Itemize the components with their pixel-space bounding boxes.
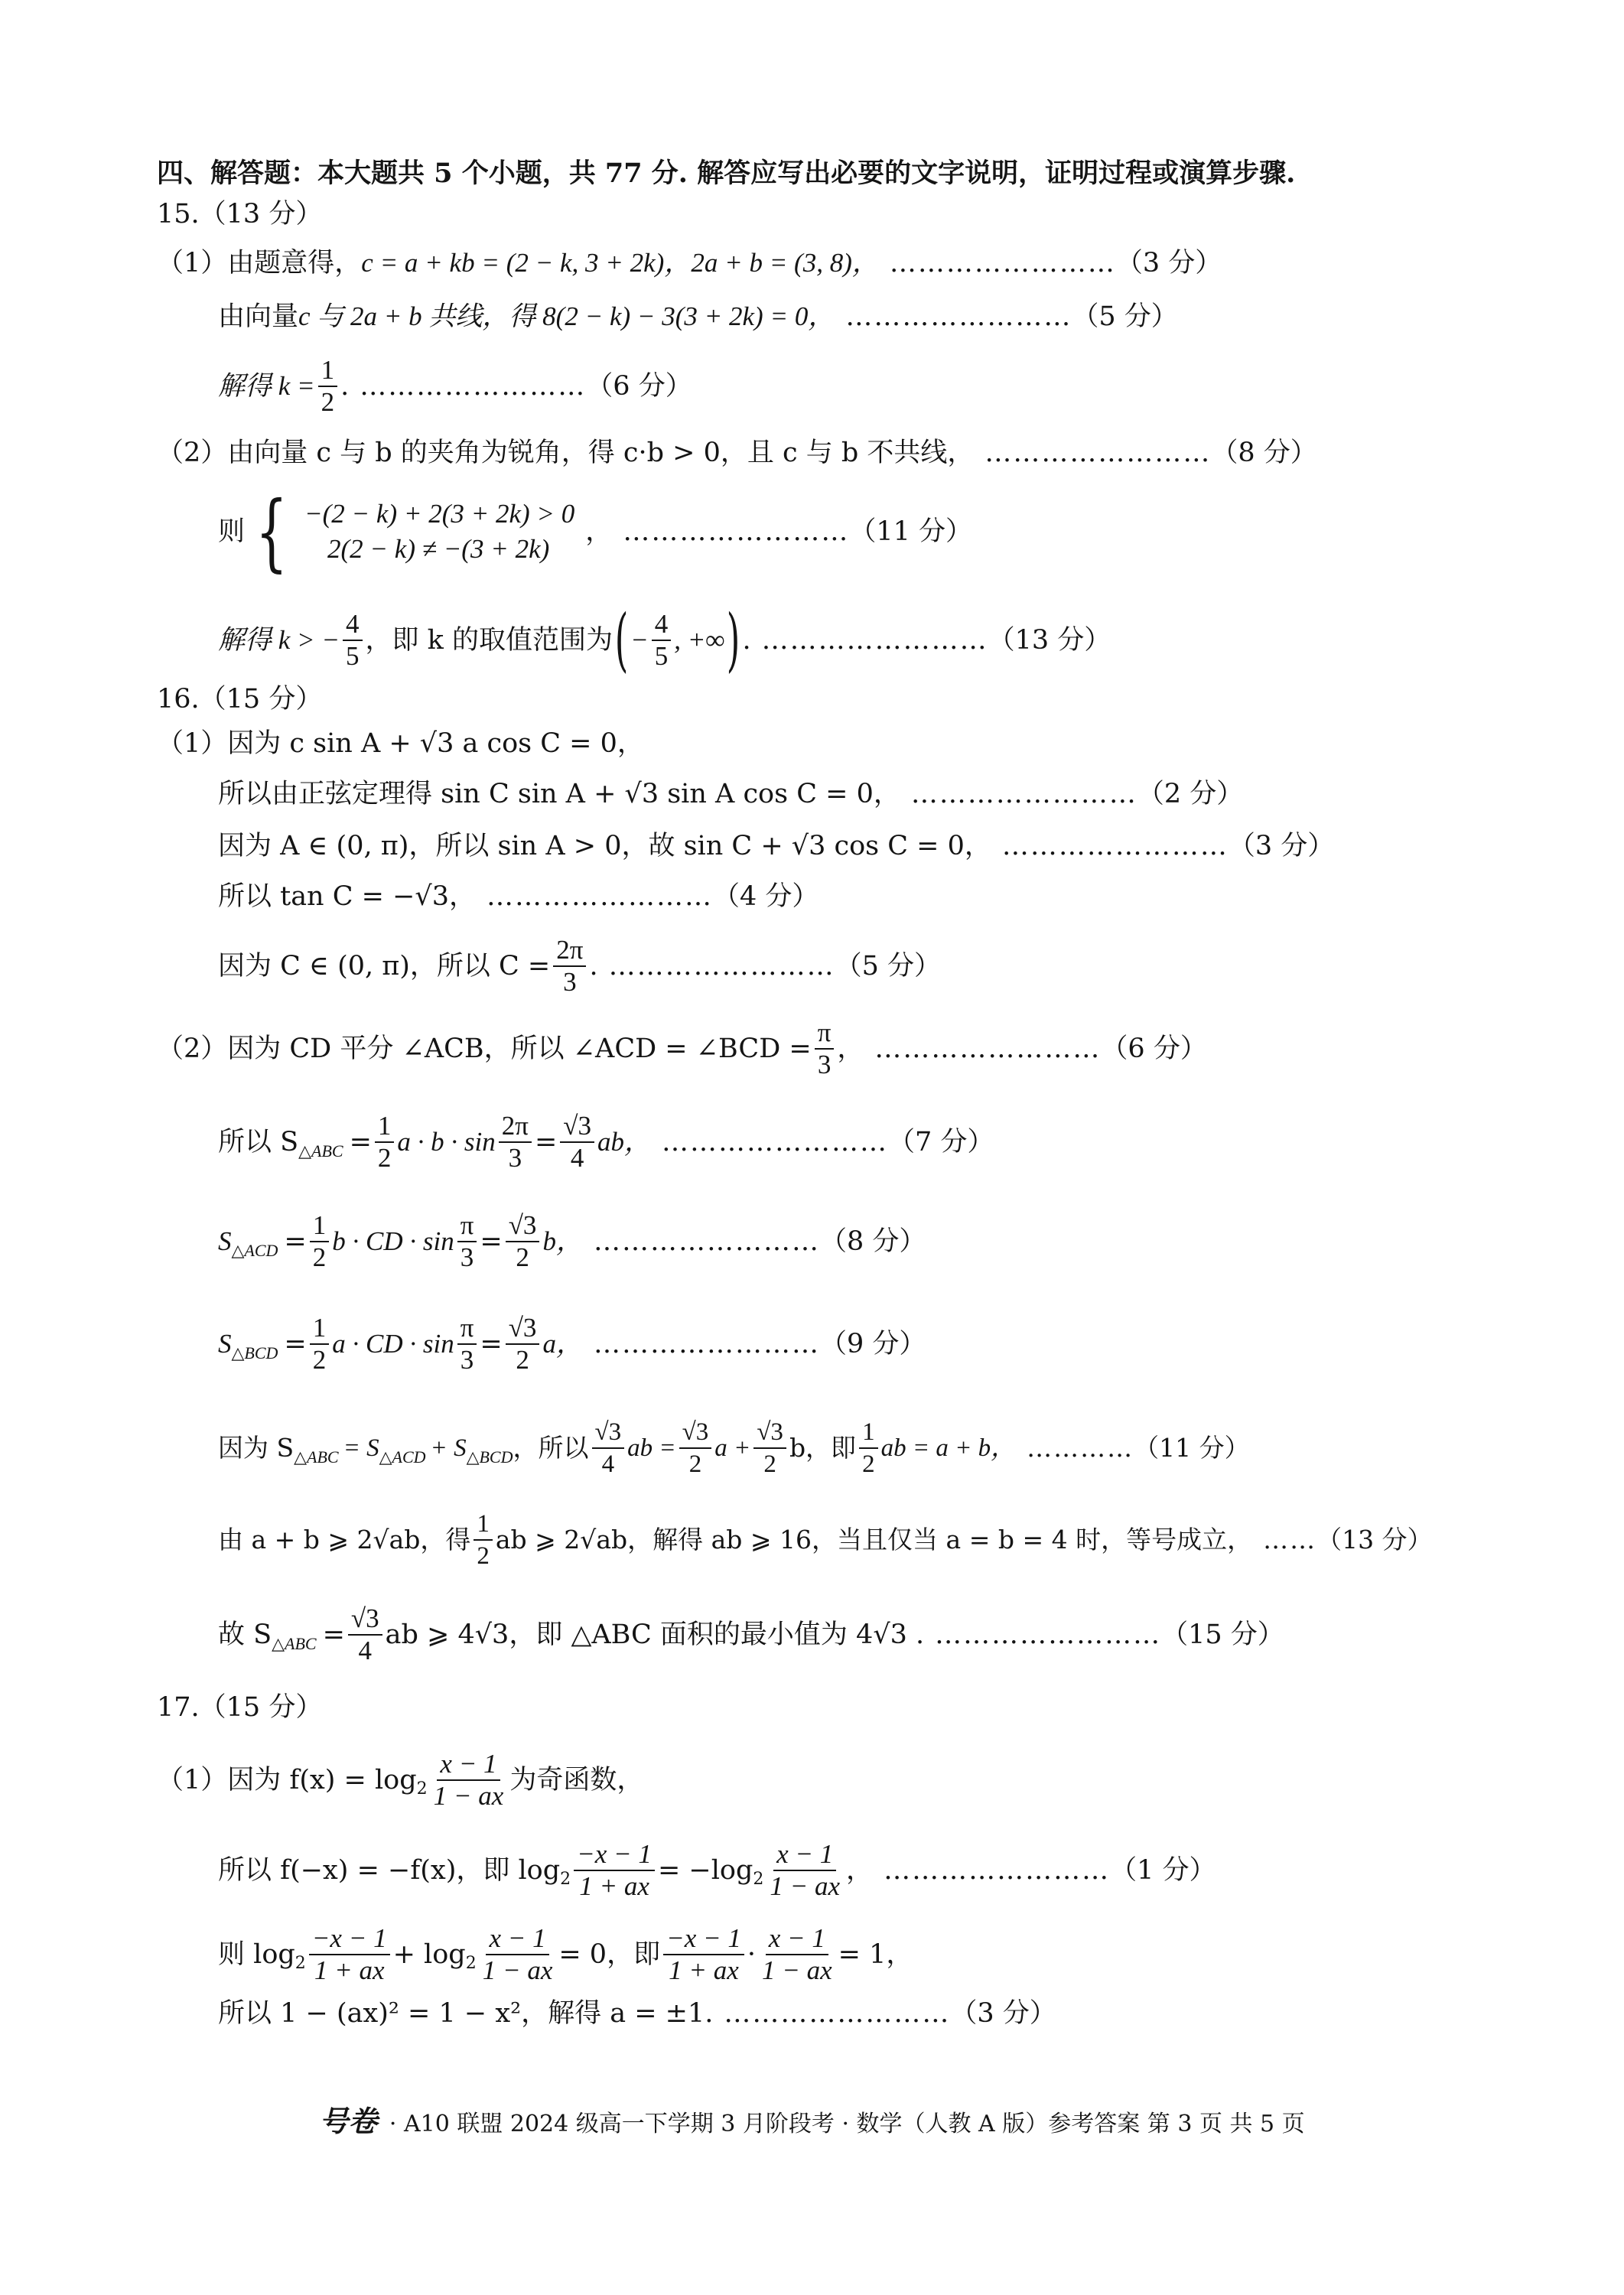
fraction: $\frac{1}{2}$ <box>310 1313 330 1375</box>
fraction: $\frac{x - 1}{1 - ax}$ <box>770 1839 841 1901</box>
q16-line-12: 故 S △ABC = $\frac{√3}{4}$ ab ⩾ 4√3，即 △ABC 面积的最小值为 4√3 . …………………… （15 分） <box>218 1603 1284 1665</box>
fraction: $\frac{√3}{2}$ <box>679 1417 712 1480</box>
q17-line-2: 所以 f(−x) = −f(x)，即 log 2 $\frac{-x - 1}{1 + ax}$ = −log 2 $\frac{x - 1}{1 - ax}$ ， …………………… （1 分） <box>218 1839 1216 1901</box>
fraction: $\frac{√3}{2}$ <box>506 1313 540 1375</box>
fraction: $\frac{x - 1}{1 - ax}$ <box>433 1749 504 1811</box>
q16-line-6: （2）因为 CD 平分 ∠ACB，所以 ∠ACD = ∠BCD = $\frac{\pi}{3}$ ， …………………… （6 分） <box>157 1017 1207 1079</box>
q16-line-1: （1）因为 c sin A + √3 a cos C = 0， <box>157 728 644 759</box>
fraction: $\frac{√3}{2}$ <box>753 1417 786 1480</box>
q16-line-7: 所以 S △ABC = $\frac{1}{2}$ a · b · sin $\frac{2\pi}{3}$ = $\frac{√3}{4}$ ab， …………………… （7 分） <box>218 1111 994 1173</box>
q15-line-3: 解得 k = $\frac{1}{2}$ . …………………… （6 分） <box>218 355 692 417</box>
fraction: $\frac{1}{2}$ <box>474 1509 493 1571</box>
footer-text: · A10 联盟 2024 级高一下学期 3 月阶段考 · 数学（人教 A 版）参考答案 第 3 页 共 5 页 <box>389 2111 1305 2137</box>
right-paren-icon: ) <box>727 600 740 680</box>
q15-line-2: 由向量 c 与 2a + b 共线，得 8(2 − k) − 3(3 + 2k) = 0， …………………… （5 分） <box>218 301 1178 332</box>
fraction: $\frac{\pi}{3}$ <box>457 1210 477 1273</box>
q17-heading: 17.（15 分） <box>157 1692 323 1723</box>
fraction: $\frac{4}{5}$ <box>343 609 363 672</box>
q16-line-10: 因为 S △ABC = S △ACD + S △BCD ，所以 $\frac{√3}{4}$ ab = $\frac{√3}{2}$ a + $\frac{√3}{2}$ b，即 $\frac{1}{2}$ ab = a + b， ………… （11 分） <box>218 1418 1250 1478</box>
q16-line-5: 因为 C ∈ (0, π)，所以 C = $\frac{2\pi}{3}$ . …………………… （5 分） <box>218 935 941 997</box>
fraction: $\frac{x - 1}{1 - ax}$ <box>762 1923 832 1985</box>
fraction: $\frac{1}{2}$ <box>310 1210 330 1273</box>
q15-line-5: 则 { −(2 − k) + 2(3 + 2k) > 0 2(2 − k) ≠ −(3 + 2k) ， …………………… （11 分） <box>218 483 972 581</box>
q15-line-4: （2）由向量 c 与 b 的夹角为锐角，得 c·b > 0，且 c 与 b 不共线， …………………… （8 分） <box>157 438 1317 468</box>
brand-logo: 号卷 <box>319 2104 378 2138</box>
q16-heading: 16.（15 分） <box>157 684 323 715</box>
fraction: $\frac{x - 1}{1 - ax}$ <box>482 1923 553 1985</box>
fraction: $\frac{-x - 1}{1 + ax}$ <box>309 1923 390 1986</box>
q15-line-1: （1）由题意得， c = a + kb = (2 − k, 3 + 2k)，2a + b = (3, 8)， …………………… （3 分） <box>157 248 1222 278</box>
fraction: $\frac{-x - 1}{1 + ax}$ <box>663 1923 744 1986</box>
q16-line-9: S △BCD = $\frac{1}{2}$ a · CD · sin $\frac{\pi}{3}$ = $\frac{√3}{2}$ a， …………………… （9 分） <box>218 1313 926 1375</box>
section-header: 四、解答题：本大题共 5 个小题，共 77 分. 解答应写出必要的文字说明，证明过程或演算步骤. <box>157 158 1296 189</box>
q15-heading: 15.（13 分） <box>157 199 323 230</box>
q17-line-1: （1）因为 f(x) = log 2 $\frac{x - 1}{1 - ax}$ 为奇函数， <box>157 1749 644 1811</box>
q17-line-4: 所以 1 − (ax)² = 1 − x²，解得 a = ±1. …………………… （3 分） <box>218 1998 1056 2029</box>
q15-line-6: 解得 k > − $\frac{4}{5}$ ，即 k 的取值范围为 ( − $\frac{4}{5}$ , +∞ ) . …………………… （13 分） <box>218 600 1111 680</box>
q16-line-11: 由 a + b ⩾ 2√ab，得 $\frac{1}{2}$ ab ⩾ 2√ab，解得 ab ⩾ 16，当且仅当 a = b = 4 时，等号成立， …… （13 分） <box>218 1510 1433 1570</box>
fraction: $\frac{1}{2}$ <box>375 1111 395 1174</box>
inequality-system: −(2 − k) + 2(3 + 2k) > 0 2(2 − k) ≠ −(3 + 2k) <box>304 499 575 564</box>
fraction: $\frac{\pi}{3}$ <box>457 1313 477 1375</box>
fraction: $\frac{√3}{2}$ <box>506 1210 540 1273</box>
q16-line-3: 因为 A ∈ (0, π)，所以 sin A > 0，故 sin C + √3 cos C = 0， …………………… （3 分） <box>218 831 1335 861</box>
fraction: $\frac{√3}{4}$ <box>348 1603 382 1666</box>
fraction: $\frac{1}{2}$ <box>859 1417 878 1480</box>
q17-line-3: 则 log 2 $\frac{-x - 1}{1 + ax}$ + log 2 $\frac{x - 1}{1 - ax}$ = 0，即 $\frac{-x - 1}{1 + ax}$ · $\frac{x - 1}{1 - ax}$ = 1， <box>218 1923 913 1985</box>
left-paren-icon: ( <box>614 600 629 680</box>
q16-line-2: 所以由正弦定理得 sin C sin A + √3 sin A cos C = 0， …………………… （2 分） <box>218 779 1244 809</box>
page-footer <box>0 2098 1624 2140</box>
q16-line-4: 所以 tan C = −√3， …………………… （4 分） <box>218 881 819 912</box>
fraction: $\frac{\pi}{3}$ <box>815 1017 835 1080</box>
fraction: $\frac{2\pi}{3}$ <box>499 1111 532 1174</box>
fraction: $\frac{√3}{4}$ <box>560 1111 594 1174</box>
fraction: $\frac{-x - 1}{1 + ax}$ <box>574 1839 655 1902</box>
fraction: $\frac{√3}{4}$ <box>592 1417 625 1480</box>
fraction: $\frac{4}{5}$ <box>652 609 672 672</box>
q16-line-8: S △ACD = $\frac{1}{2}$ b · CD · sin $\frac{\pi}{3}$ = $\frac{√3}{2}$ b， …………………… （8 分） <box>218 1210 926 1272</box>
left-brace-icon: { <box>255 483 288 581</box>
fraction: $\frac{1}{2}$ <box>318 355 338 418</box>
fraction: $\frac{2\pi}{3}$ <box>553 935 586 998</box>
